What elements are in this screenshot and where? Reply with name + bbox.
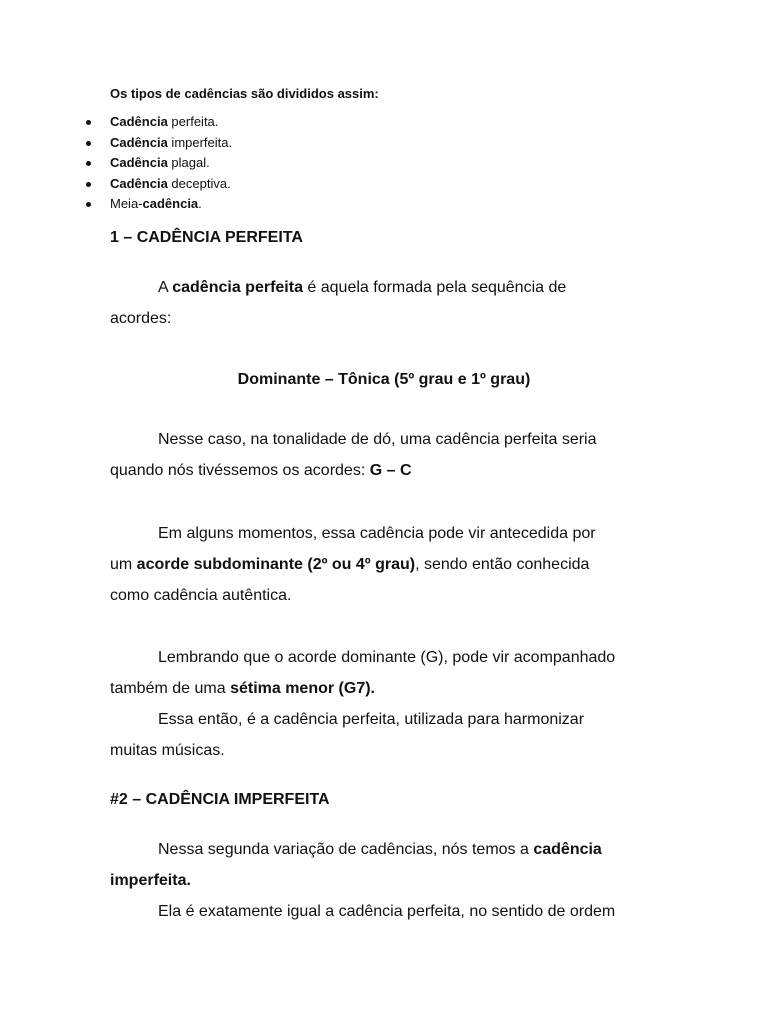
paragraph-dominant-seventh: Lembrando que o acorde dominante (G), pode vir acompanhado também de uma sétima menor (G7). Essa então, é a cadência perfeita, utilizada para harmonizar muitas músicas. <box>110 649 616 759</box>
cadence-types-list <box>0 112 232 215</box>
bullet-icon <box>86 141 91 146</box>
list-item: Cadência deceptiva. <box>0 174 232 195</box>
list-item: Meia-cadência. <box>0 194 232 215</box>
section-heading-imperfect-cadence: #2 – CADÊNCIA IMPERFEITA <box>110 791 330 808</box>
bullet-icon <box>86 202 91 207</box>
intro-text: Os tipos de cadências são divididos assim: <box>110 86 379 101</box>
list-item: Cadência plagal. <box>0 153 232 174</box>
formula-line: Dominante – Tônica (5º grau e 1º grau) <box>237 371 531 388</box>
section-heading-perfect-cadence: 1 – CADÊNCIA PERFEITA <box>110 229 303 246</box>
paragraph-imperfect-intro: Nessa segunda variação de cadências, nós temos a cadência imperfeita. Ela é exatamente igual a cadência perfeita, no sentido de ordem <box>110 841 616 920</box>
list-item: Cadência perfeita. <box>0 112 232 133</box>
paragraph-authentic-cadence: Em alguns momentos, essa cadência pode vir antecedida por um acorde subdominante (2º ou 4º grau), sendo então conhecida como cadência autêntica. <box>110 525 596 604</box>
paragraph-perfect-definition: A cadência perfeita é aquela formada pela sequência de acordes: <box>110 279 567 327</box>
bullet-icon <box>86 120 91 125</box>
list-item: Cadência imperfeita. <box>0 133 232 154</box>
bullet-icon <box>86 161 91 166</box>
paragraph-c-major-example: Nesse caso, na tonalidade de dó, uma cadência perfeita seria quando nós tivéssemos os acordes: G – C <box>110 431 597 479</box>
bullet-icon <box>86 182 91 187</box>
